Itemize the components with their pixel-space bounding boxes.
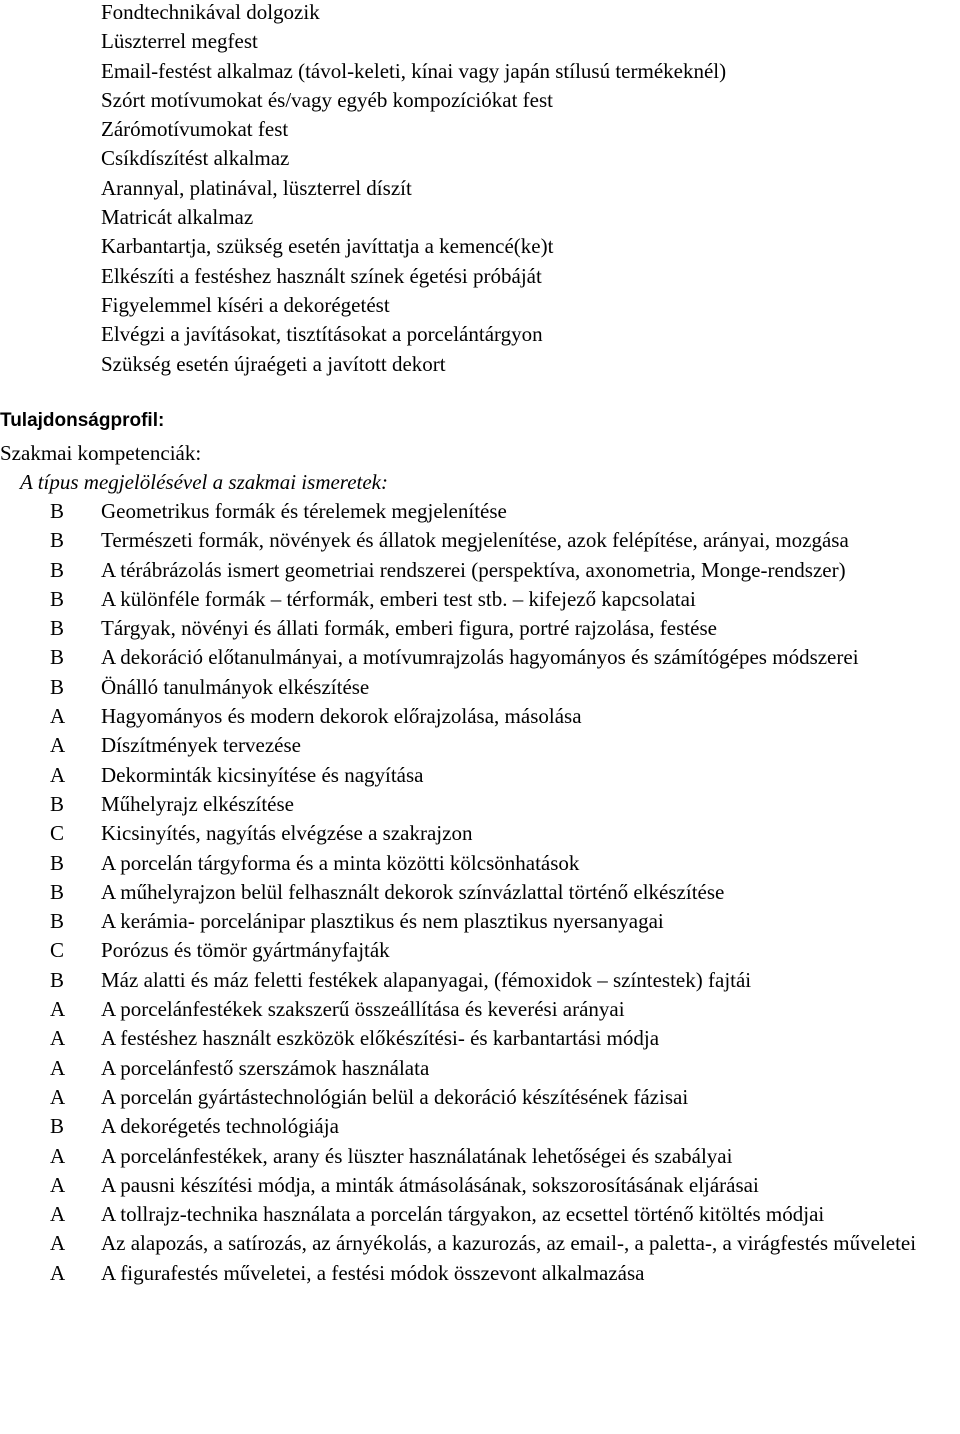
section-title: Tulajdonságprofil: [0, 410, 165, 431]
competency-level: C [50, 821, 65, 846]
competency-text: A porcelán tárgyforma és a minta közötti kölcsönhatások [101, 850, 580, 875]
competency-text: Díszítmények tervezése [101, 733, 301, 758]
competency-text: Tárgyak, növényi és állati formák, emberi figura, portré rajzolása, festése [101, 616, 717, 641]
competency-level: A [50, 997, 66, 1022]
task-item: Figyelemmel kíséri a dekorégetést [101, 292, 390, 317]
competency-text: A figurafestés műveletei, a festési módok összevont alkalmazása [101, 1260, 645, 1285]
competency-text: A tollrajz-technika használata a porcelán tárgyakon, az ecsettel történő kitöltés módjai [101, 1202, 825, 1227]
competency-row [0, 819, 960, 848]
competency-text: Porózus és tömör gyártmányfajták [101, 938, 390, 963]
competency-text: Geometrikus formák és térelemek megjelenítése [101, 499, 507, 523]
task-item: Karbantartja, szükség esetén javíttatja a kemencé(ke)t [101, 234, 554, 259]
task-item: Elkészíti a festéshez használt színek égetési próbáját [101, 263, 542, 288]
task-list [101, 0, 941, 381]
competency-row [0, 1171, 960, 1200]
competency-text: A kerámia- porcelánipar plasztikus és nem plasztikus nyersanyagai [101, 909, 664, 934]
competency-row [0, 1054, 960, 1083]
competency-row [0, 1142, 960, 1171]
competency-row [0, 1229, 960, 1258]
competency-level: A [50, 1172, 66, 1197]
competency-text: A dekoráció előtanulmányai, a motívumrajzolás hagyományos és számítógépes módszerei [101, 645, 859, 670]
task-item: Lüszterrel megfest [101, 29, 258, 54]
competency-row [0, 995, 960, 1024]
task-item: Matricát alkalmaz [101, 205, 254, 230]
competency-level: B [50, 499, 65, 523]
competency-level: B [50, 528, 65, 553]
competency-level: B [50, 586, 65, 611]
task-item: Csíkdíszítést alkalmaz [101, 146, 290, 171]
competency-row [0, 849, 960, 878]
competency-text: A különféle formák – térformák, emberi test stb. – kifejező kapcsolatai [101, 586, 696, 611]
task-item: Arannyal, platinával, lüszterrel díszít [101, 175, 412, 200]
competency-row [0, 1200, 960, 1229]
competency-text: Hagyományos és modern dekorok előrajzolása, másolása [101, 704, 582, 729]
competency-level: A [50, 762, 66, 787]
competency-level: C [50, 938, 65, 963]
competency-text: Dekorminták kicsinyítése és nagyítása [101, 762, 424, 787]
competency-text: A műhelyrajzon belül felhasznált dekorok színvázlattal történő elkészítése [101, 879, 725, 904]
competency-row [0, 643, 960, 672]
competency-level: B [50, 850, 65, 875]
competency-level: A [50, 1231, 66, 1256]
competency-level: B [50, 909, 65, 934]
task-item: Fondtechnikával dolgozik [101, 0, 320, 24]
competency-row [0, 761, 960, 790]
competency-level: B [50, 645, 65, 670]
task-item: Szórt motívumokat és/vagy egyéb kompozíciókat fest [101, 87, 553, 112]
competency-text: A porcelánfestékek szakszerű összeállítása és keverési arányai [101, 997, 625, 1022]
competency-text: Az alapozás, a satírozás, az árnyékolás, a kazurozás, az email-, a paletta-, a virágfestés műveletei [101, 1231, 917, 1256]
competency-level: B [50, 674, 65, 699]
competency-row [0, 673, 960, 702]
competency-text: A dekorégetés technológiája [101, 1114, 339, 1139]
competency-row [0, 585, 960, 614]
task-item: Email-festést alkalmaz (távol-keleti, kínai vagy japán stílusú termékeknél) [101, 58, 727, 83]
competency-level: A [50, 733, 66, 758]
competency-row [0, 878, 960, 907]
competency-level: A [50, 1055, 66, 1080]
competency-text: Természeti formák, növények és állatok megjelenítése, azok felépítése, arányai, mozgása [101, 528, 849, 553]
competency-row [0, 936, 960, 965]
category-title: A típus megjelölésével a szakmai ismeretek: [20, 470, 388, 494]
competency-row [0, 702, 960, 731]
competency-list [0, 497, 960, 1288]
competency-row [0, 790, 960, 819]
competency-row [0, 966, 960, 995]
competency-level: A [50, 1026, 66, 1051]
competency-text: A porcelánfestékek, arany és lüszter használatának lehetőségei és szabályai [101, 1143, 733, 1168]
competency-level: A [50, 704, 66, 729]
competency-row [0, 614, 960, 643]
competency-text: A porcelán gyártástechnológián belül a dekoráció készítésének fázisai [101, 1084, 689, 1109]
competency-level: A [50, 1260, 66, 1285]
competency-row [0, 731, 960, 760]
competency-text: Műhelyrajz elkészítése [101, 791, 294, 816]
competency-row [0, 497, 960, 526]
competency-text: A porcelánfestő szerszámok használata [101, 1055, 430, 1080]
competency-row [0, 1112, 960, 1141]
competency-row [0, 1024, 960, 1053]
competency-row [0, 1259, 960, 1288]
competency-level: A [50, 1202, 66, 1227]
competency-text: A festéshez használt eszközök előkészítési- és karbantartási módja [101, 1026, 660, 1051]
competency-text: Máz alatti és máz feletti festékek alapanyagai, (fémoxidok – színtestek) fajtái [101, 967, 752, 992]
competency-row [0, 1083, 960, 1112]
task-item: Zárómotívumokat fest [101, 117, 289, 142]
competency-level: B [50, 879, 65, 904]
competency-text: A pausni készítési módja, a minták átmásolásának, sokszorosításának eljárásai [101, 1172, 759, 1197]
competency-level: B [50, 616, 65, 641]
subsection-title: Szakmai kompetenciák: [0, 441, 202, 465]
competency-text: Kicsinyítés, nagyítás elvégzése a szakrajzon [101, 821, 473, 846]
competency-row [0, 907, 960, 936]
competency-level: A [50, 1084, 66, 1109]
task-item: Elvégzi a javításokat, tisztításokat a porcelántárgyon [101, 322, 543, 347]
competency-level: B [50, 967, 65, 992]
task-item: Szükség esetén újraégeti a javított dekort [101, 351, 446, 376]
competency-level: B [50, 1114, 65, 1139]
competency-level: B [50, 557, 65, 582]
competency-level: B [50, 791, 65, 816]
competency-row [0, 526, 960, 555]
competency-text: A térábrázolás ismert geometriai rendszerei (perspektíva, axonometria, Monge-rendszer) [101, 557, 846, 582]
competency-level: A [50, 1143, 66, 1168]
competency-row [0, 556, 960, 585]
competency-text: Önálló tanulmányok elkészítése [101, 674, 370, 699]
